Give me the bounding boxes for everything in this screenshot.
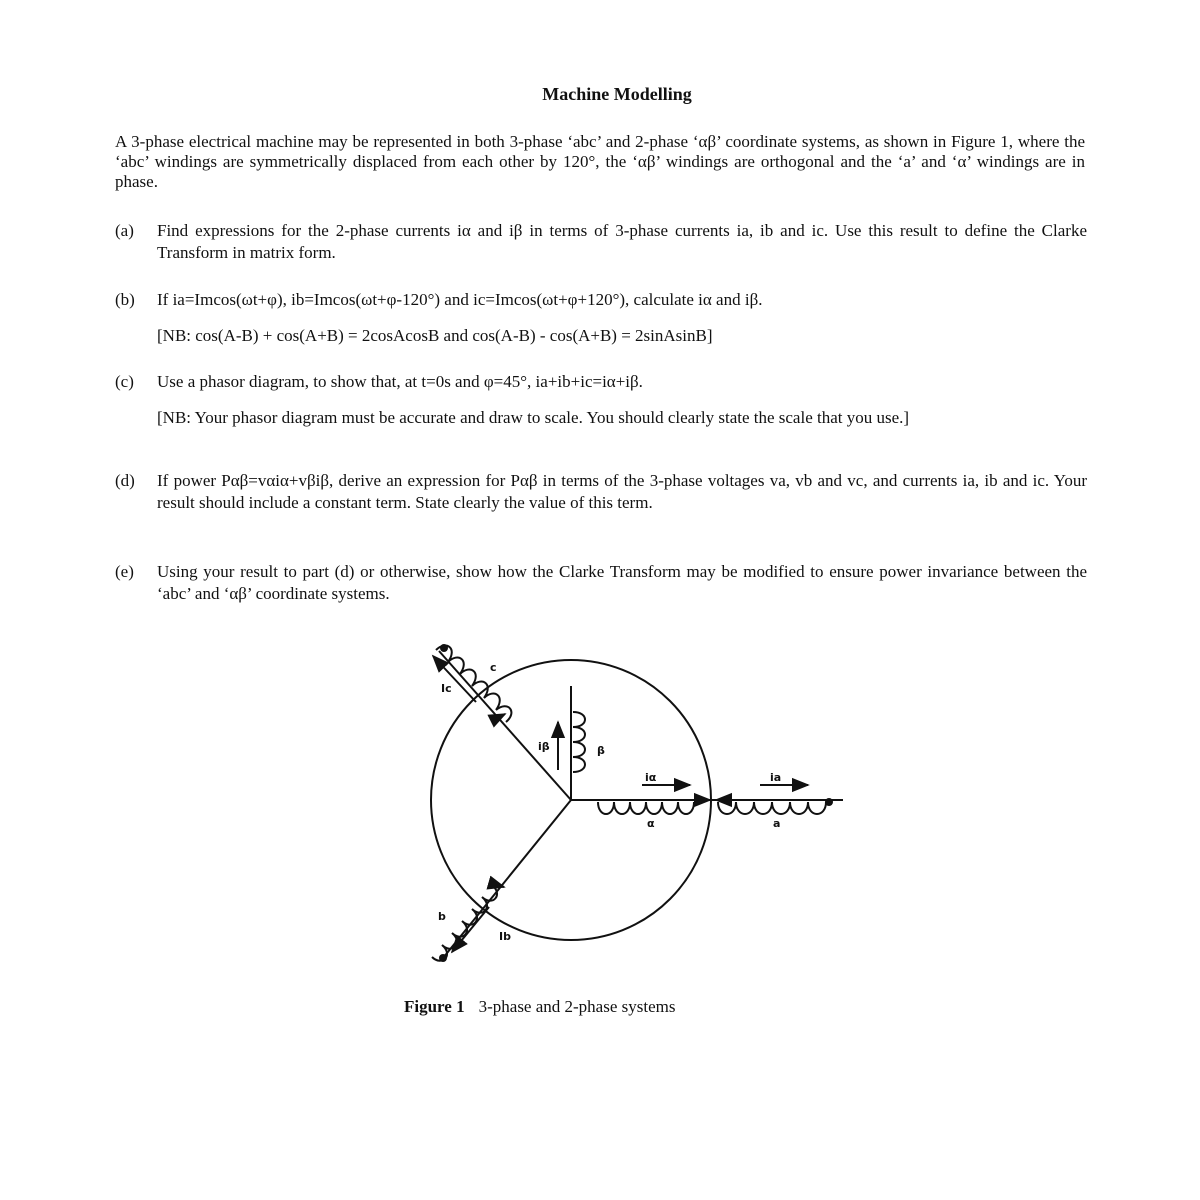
intro-paragraph: A 3-phase electrical machine may be represented in both 3-phase ‘abc’ and 2-phase ‘αβ’ coordinate systems, as shown in Figure 1, where the ‘abc’ windings are symmetrically displaced from each other by 120°, the ‘αβ’ windings are orthogonal and the ‘a’ and ‘α’ windings are in phase. bbox=[115, 132, 1085, 191]
a-terminal bbox=[825, 798, 833, 806]
ib-arrow bbox=[452, 907, 489, 952]
label-a: a bbox=[773, 817, 781, 830]
question-label: (e) bbox=[115, 562, 134, 581]
question-c-note: [NB: Your phasor diagram must be accurate and draw to scale. You should clearly state the scale that you use.] bbox=[157, 408, 910, 427]
question-label: (a) bbox=[115, 221, 134, 240]
label-alpha: α bbox=[647, 817, 655, 830]
question-text: If power Pαβ=vαiα+vβiβ, derive an expression for Pαβ in terms of the 3-phase voltages va, vb and vc, and currents ia, ib and ic. Your result should include a constant term. State clearly the value of this term. bbox=[157, 471, 1087, 512]
label-c: c bbox=[490, 661, 497, 674]
label-ialpha: iα bbox=[645, 771, 657, 784]
question-label: (d) bbox=[115, 471, 135, 490]
question-label: (c) bbox=[115, 372, 134, 391]
c-terminal bbox=[440, 644, 448, 652]
question-text: Find expressions for the 2-phase currents iα and iβ in terms of 3-phase currents ia, ib and ic. Use this result to define the Clarke Transform in matrix form. bbox=[157, 221, 1087, 262]
page-title: Machine Modelling bbox=[542, 84, 692, 104]
question-text: Using your result to part (d) or otherwise, show how the Clarke Transform may be modified to ensure power invariance between the ‘abc’ and ‘αβ’ coordinate systems. bbox=[157, 562, 1087, 603]
label-b: b bbox=[438, 910, 446, 923]
label-ic: Ic bbox=[441, 682, 452, 695]
figure-caption bbox=[404, 997, 675, 1017]
ic-arrow bbox=[433, 656, 476, 702]
b-terminal bbox=[439, 954, 447, 962]
figure-caption-label: Figure 1 bbox=[404, 997, 465, 1016]
axis-c bbox=[439, 651, 571, 800]
a-winding bbox=[718, 802, 826, 814]
alpha-winding bbox=[598, 802, 694, 814]
label-ibeta: iβ bbox=[538, 740, 550, 753]
question-b-note: [NB: cos(A-B) + cos(A+B) = 2cosAcosB and cos(A-B) - cos(A+B) = 2sinAsinB] bbox=[157, 326, 713, 345]
question-text: Use a phasor diagram, to show that, at t=0s and φ=45°, ia+ib+ic=iα+iβ. bbox=[157, 372, 643, 391]
c-junction-arrow bbox=[497, 714, 505, 718]
question-text: If ia=Imcos(ωt+φ), ib=Imcos(ωt+φ-120°) and ic=Imcos(ωt+φ+120°), calculate iα and iβ. bbox=[157, 290, 763, 309]
question-label: (b) bbox=[115, 290, 135, 309]
label-ib: Ib bbox=[499, 930, 511, 943]
beta-winding bbox=[573, 712, 585, 772]
label-ia: ia bbox=[770, 771, 782, 784]
label-beta: β bbox=[597, 744, 605, 757]
figure-caption-text: 3-phase and 2-phase systems bbox=[478, 997, 676, 1016]
